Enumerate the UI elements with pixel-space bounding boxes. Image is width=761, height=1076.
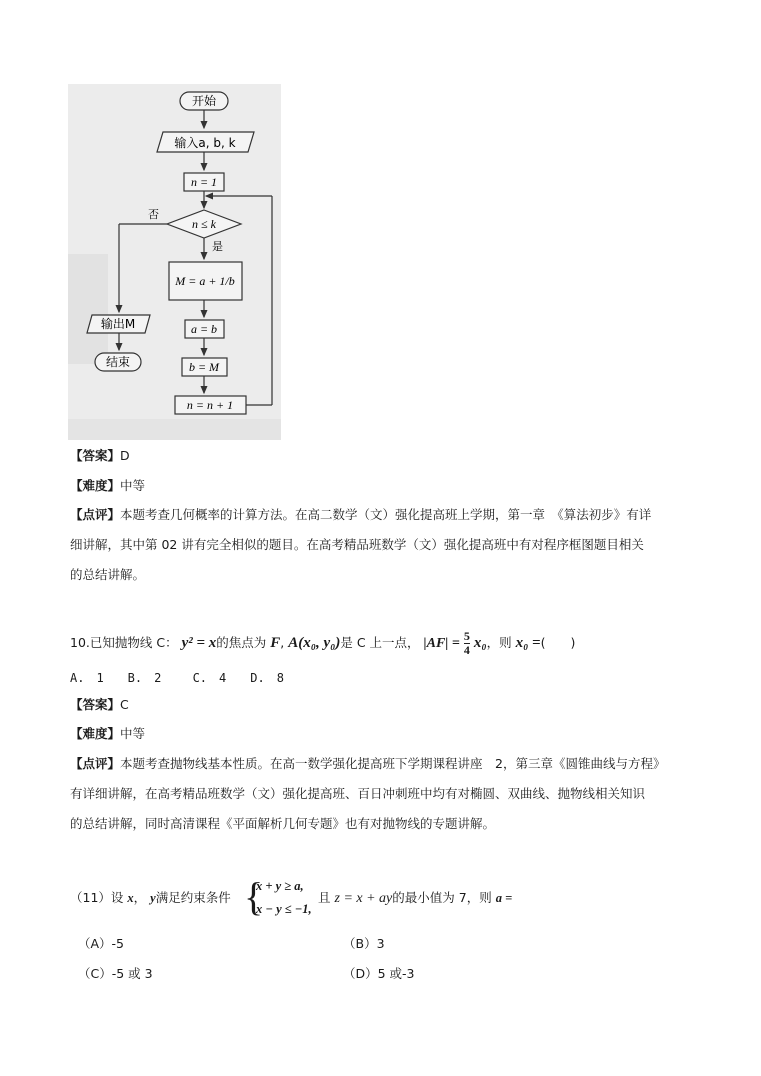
- q11-option-a: （A）-5: [78, 936, 125, 951]
- q10-comment-line3: 的总结讲解，同时高清课程《平面解析几何专题》也有对抛物线的专题讲解。: [70, 816, 496, 831]
- q11-option-b: （B）3: [343, 936, 385, 951]
- q10-point: A(x₀, y₀): [288, 635, 341, 651]
- q10-difficulty: 中等: [120, 726, 146, 741]
- q11-stem-left: [70, 889, 231, 907]
- q11-var-y: y: [150, 891, 156, 905]
- q9-comment-label: 【点评】: [70, 507, 121, 522]
- q9-difficulty-label: 【难度】: [70, 478, 121, 493]
- flow-input: 输入a, b, k: [174, 136, 236, 150]
- q10-frac-num: 5: [463, 629, 470, 643]
- flow-assign-b: b = M: [188, 360, 220, 374]
- q9-comment-line2: 细讲解，其中第 02 讲有完全相似的题目。在高考精品班数学（文）强化提高班中有对程序框图题目相关: [70, 537, 644, 552]
- q10-ask: x₀ =: [515, 635, 541, 651]
- flow-assign-a: a = b: [190, 322, 218, 336]
- q9-comment-line1: [70, 506, 651, 524]
- q10-stem-c: 是 C 上一点，: [340, 635, 420, 650]
- q11-constraint1: x + y ≥ a,: [256, 879, 304, 893]
- q11-option-d: （D）5 或-3: [343, 966, 415, 981]
- q11-stem-a: 设: [110, 890, 124, 905]
- q10-options: A. 1 B. 2 C. 4 D. 8: [70, 671, 284, 685]
- q10-comment-line2: 有详细讲解，在高考精品班数学（文）强化提高班、百日冲刺班中均有对椭圆、双曲线、抛物线相关知识: [70, 786, 646, 801]
- q9-difficulty-line: [70, 477, 145, 495]
- q11-stem-b: 满足约束条件: [155, 890, 231, 905]
- flow-yes: 是: [212, 240, 223, 253]
- q10-answer-label: 【答案】: [70, 697, 121, 712]
- q10-paren: ( ): [540, 635, 576, 650]
- q11-brace: {: [244, 874, 264, 919]
- q10-comment-line1: [70, 755, 665, 773]
- q10-stem-a: 已知抛物线 C：: [89, 635, 178, 650]
- flow-increment: n = n + 1: [186, 398, 234, 412]
- q10-stem-b: 的焦点为: [216, 635, 267, 650]
- flow-condition: n ≤ k: [192, 217, 216, 231]
- q11-number: （11）: [70, 890, 111, 905]
- q11-ask: a =: [495, 891, 513, 905]
- q10-equation: y² = x: [181, 635, 217, 651]
- q10-focus: F: [270, 635, 281, 651]
- q10-frac-den: 4: [463, 643, 470, 657]
- q10-stem: 10.已知抛物线 C： y² = x的焦点为 F, A(x₀, y₀)是 C 上一点， |AF| = $\frac{5}{4}$ x₀，则 x₀ =( ): [70, 629, 576, 657]
- flow-end: 结束: [105, 355, 131, 369]
- flowchart-figure: [68, 84, 281, 440]
- q10-x0: x₀: [473, 635, 487, 651]
- q11-constraint2: x − y ≤ −1,: [256, 902, 312, 916]
- q9-comment-line3: 的总结讲解。: [70, 567, 146, 582]
- q10-answer-line: [70, 696, 129, 714]
- q10-fraction: [464, 630, 470, 657]
- q10-comment-text1: 本题考查抛物线基本性质。在高一数学强化提高班下学期课程讲座 2，第三章《圆锥曲线与方程》: [120, 756, 666, 771]
- q10-comment-label: 【点评】: [70, 756, 121, 771]
- flow-init: n = 1: [190, 175, 218, 189]
- q9-difficulty: 中等: [120, 478, 146, 493]
- flow-no: 否: [148, 208, 159, 221]
- flow-assign-m: M = a + 1/b: [175, 274, 235, 288]
- flow-output: 输出M: [100, 317, 136, 331]
- q10-stem-d: ，则: [486, 635, 512, 650]
- flowchart-svg: [68, 84, 281, 440]
- flow-start: 开始: [191, 94, 217, 108]
- q11-option-c: （C）-5 或 3: [78, 966, 153, 981]
- q10-abs-af: |AF| =: [423, 636, 460, 651]
- q10-number: 10.: [70, 635, 90, 650]
- q9-comment-text1: 本题考查几何概率的计算方法。在高二数学（文）强化提高班上学期，第一章 《算法初步》有详: [120, 507, 652, 522]
- q11-stem-c: 且: [318, 890, 331, 905]
- q9-answer-line: [70, 447, 130, 465]
- q10-difficulty-label: 【难度】: [70, 726, 121, 741]
- q10-difficulty-line: [70, 725, 145, 743]
- q11-stem-d: 的最小值为 7，则: [392, 890, 492, 905]
- q10-answer: C: [120, 697, 129, 712]
- q11-objective: z = x + ay: [334, 891, 393, 906]
- q11-stem-right: [318, 889, 512, 908]
- q9-answer: D: [120, 448, 130, 463]
- q11-var-x: x: [127, 891, 134, 905]
- q9-answer-label: 【答案】: [70, 448, 121, 463]
- q11-comma: ，: [133, 890, 147, 905]
